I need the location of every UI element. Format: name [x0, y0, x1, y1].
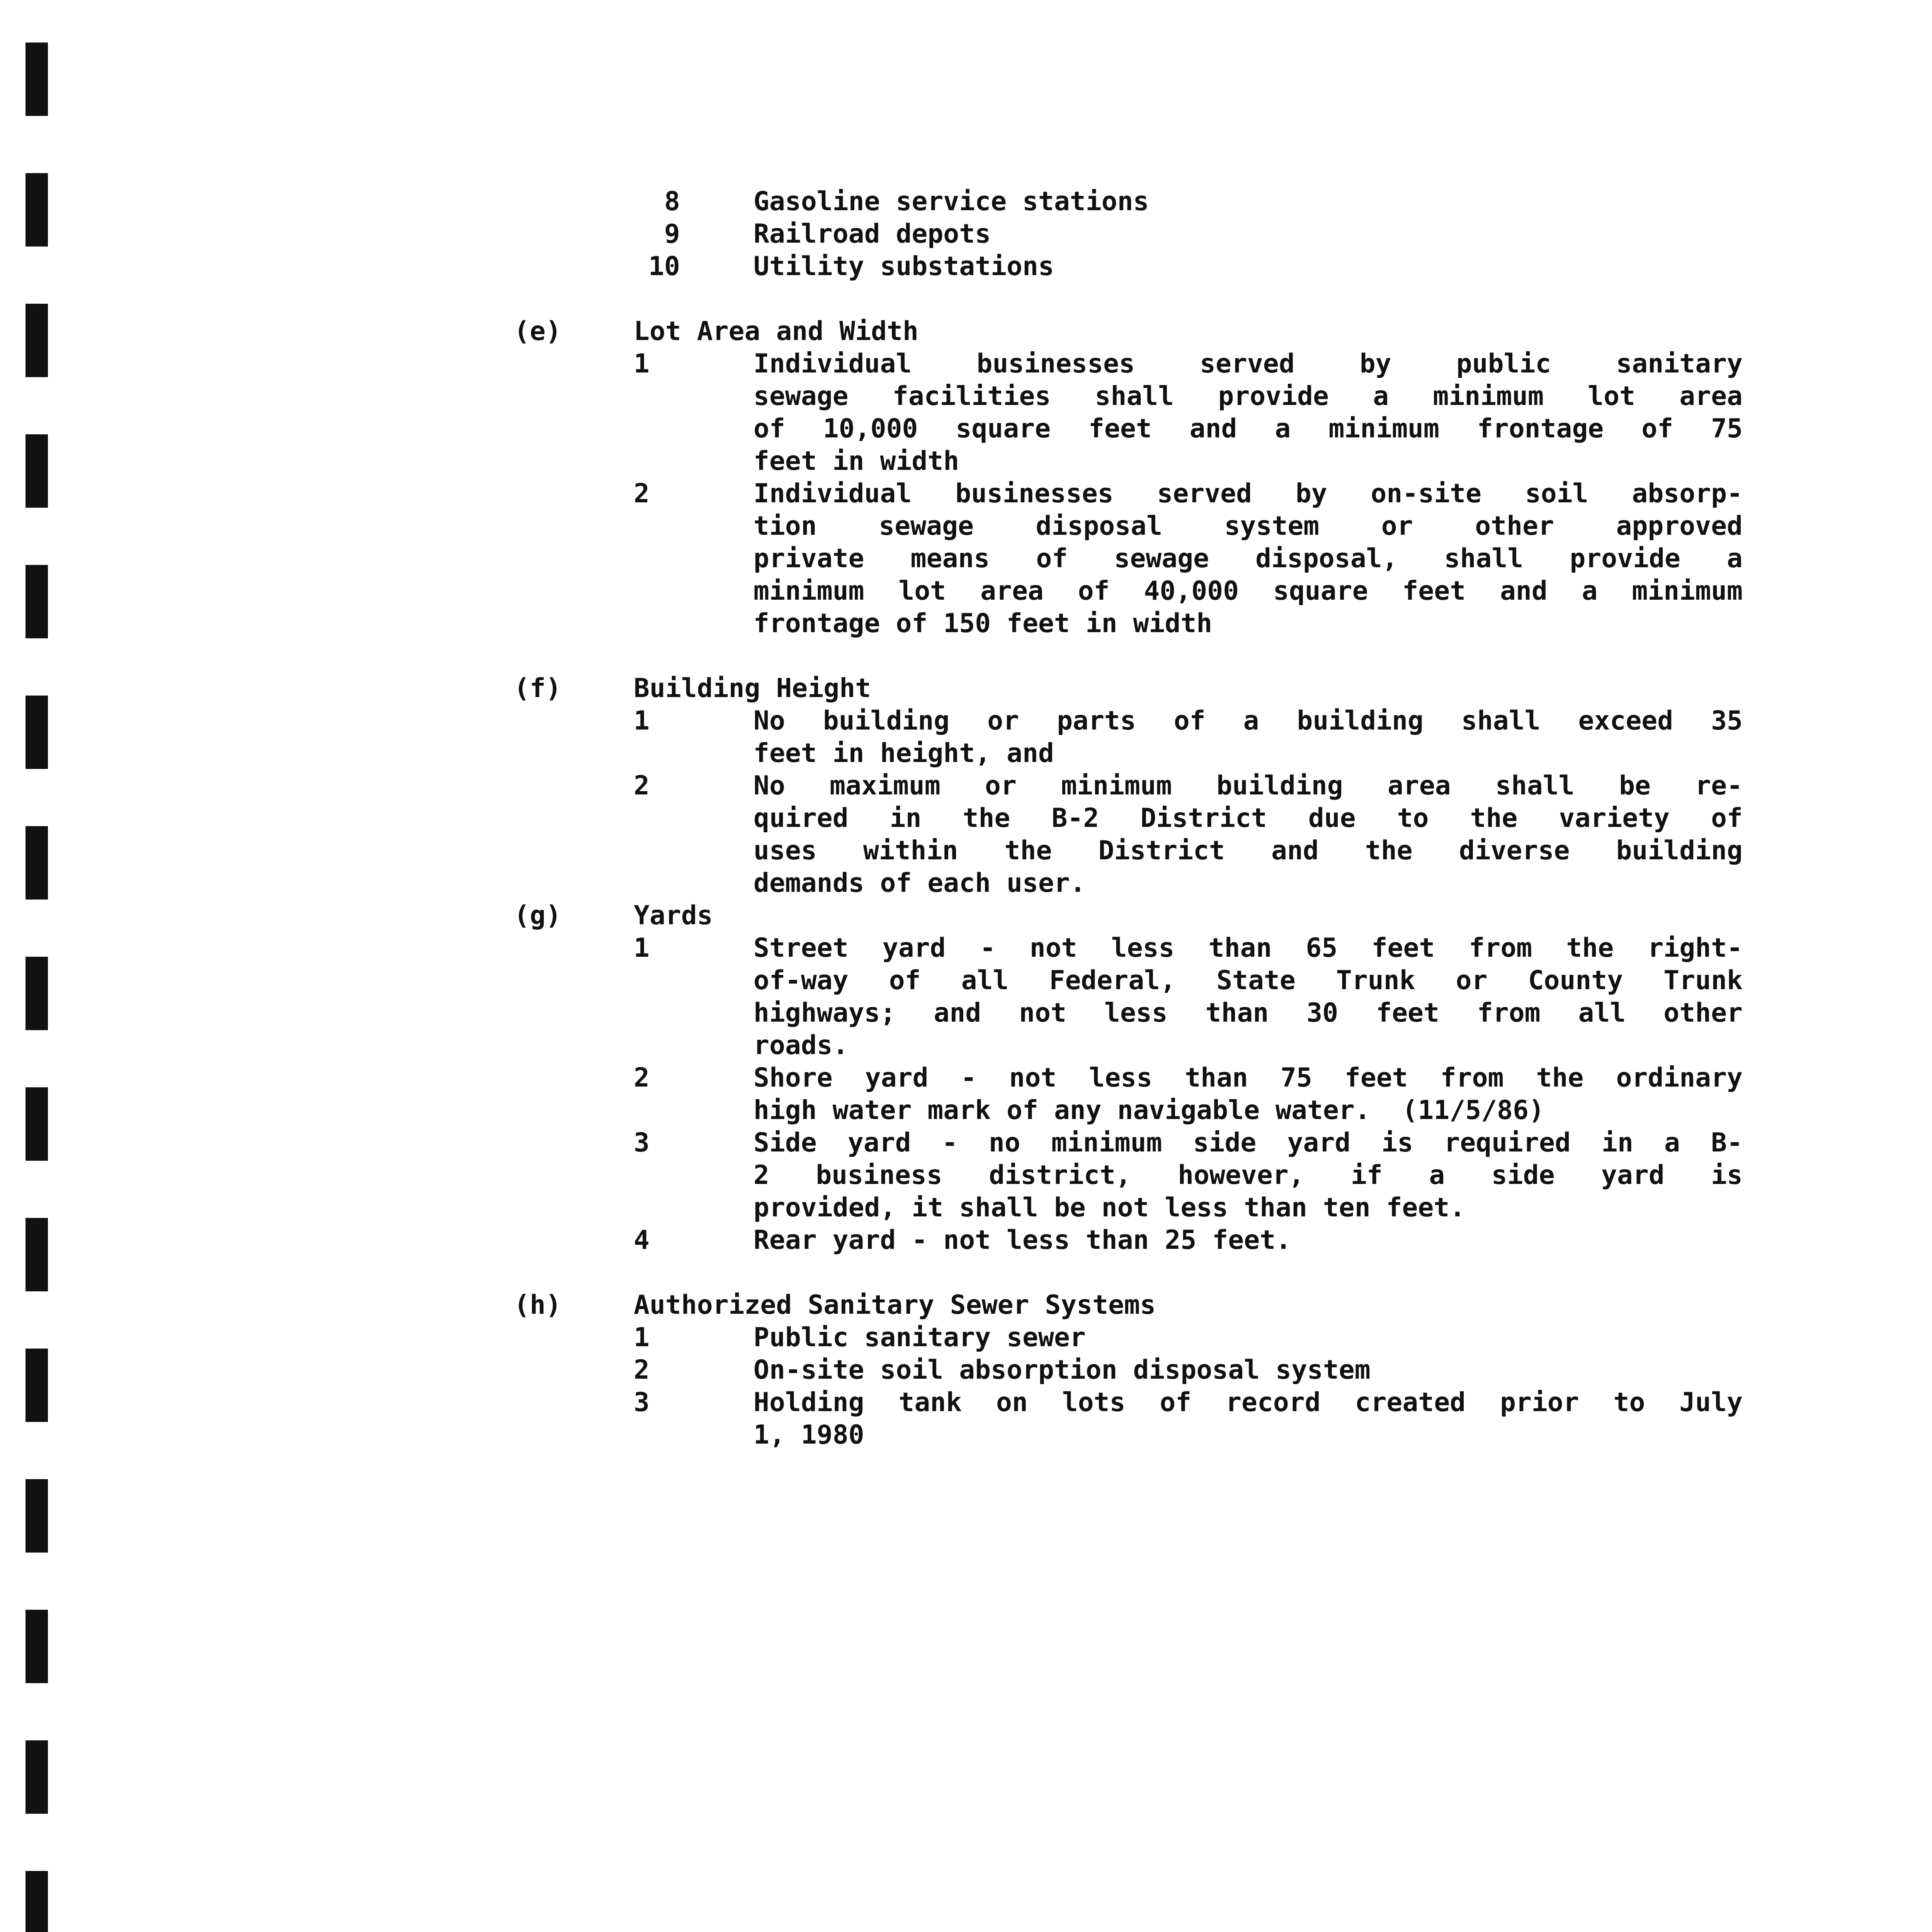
document-body	[514, 185, 1750, 1451]
item-continuation	[514, 964, 1750, 997]
item-continuation	[514, 1159, 1750, 1192]
binder-hole-marks	[0, 0, 77, 1932]
item-line: Public sanitary sewer	[753, 1322, 1086, 1353]
item-continuation	[514, 867, 1750, 900]
binder-mark	[26, 696, 48, 769]
list-item	[514, 185, 1750, 218]
item-line: Side yard - no minimum side yard is required in a B-	[753, 1128, 1743, 1158]
binder-mark	[26, 1087, 48, 1161]
item-number: 1	[634, 933, 650, 963]
item-line: roads.	[753, 1030, 849, 1061]
binder-mark	[26, 957, 48, 1030]
binder-mark	[26, 173, 48, 247]
item-continuation	[514, 575, 1750, 607]
item-number: 9	[664, 219, 680, 249]
binder-mark	[26, 826, 48, 900]
item-continuation	[514, 997, 1750, 1029]
item-number: 2	[634, 770, 650, 801]
item-line: minimum lot area of 40,000 square feet and a minimum	[753, 576, 1743, 606]
item-continuation	[514, 737, 1750, 770]
list-item	[514, 1354, 1750, 1386]
section-title: Building Height	[634, 673, 871, 704]
item-continuation	[514, 510, 1750, 543]
item-line: feet in height, and	[753, 738, 1054, 769]
item-line: high water mark of any navigable water. (11/5/86)	[753, 1095, 1544, 1126]
item-continuation	[514, 607, 1750, 640]
section-heading-f	[514, 672, 1750, 705]
item-line: highways; and not less than 30 feet from all other	[753, 998, 1743, 1028]
binder-mark	[26, 1218, 48, 1291]
binder-mark	[26, 1610, 48, 1683]
item-continuation	[514, 1419, 1750, 1451]
item-line: uses within the District and the diverse building	[753, 835, 1743, 866]
item-line: sewage facilities shall provide a minimum lot area	[753, 381, 1743, 412]
section-title: Lot Area and Width	[634, 316, 918, 347]
binder-mark	[26, 1871, 48, 1932]
item-continuation	[514, 1029, 1750, 1062]
item-text: Utility substations	[753, 251, 1054, 282]
list-item	[514, 932, 1750, 964]
item-number: 4	[634, 1225, 650, 1255]
item-line: No building or parts of a building shall exceed 35	[753, 706, 1743, 736]
item-text: Gasoline service stations	[753, 186, 1149, 217]
item-text: Railroad depots	[753, 219, 991, 249]
list-item	[514, 478, 1750, 510]
item-continuation	[514, 543, 1750, 575]
item-line: of 10,000 square feet and a minimum frontage of 75	[753, 413, 1743, 444]
item-line: No maximum or minimum building area shall be re-	[753, 770, 1743, 801]
item-continuation	[514, 1094, 1750, 1127]
item-line: feet in width	[753, 446, 959, 476]
item-number: 1	[634, 1322, 650, 1353]
section-heading-g	[514, 900, 1750, 932]
item-number: 3	[634, 1128, 650, 1158]
item-line: 2 business district, however, if a side yard is	[753, 1160, 1743, 1190]
binder-mark	[26, 1479, 48, 1553]
item-line: tion sewage disposal system or other approved	[753, 511, 1743, 541]
list-item	[514, 705, 1750, 737]
binder-mark	[26, 565, 48, 638]
list-item	[514, 218, 1750, 250]
section-heading-h	[514, 1289, 1750, 1321]
item-line: Individual businesses served by on-site soil absorp-	[753, 478, 1743, 509]
item-line: demands of each user.	[753, 868, 1086, 898]
item-line: Rear yard - not less than 25 feet.	[753, 1225, 1291, 1255]
item-number: 1	[634, 706, 650, 736]
item-continuation	[514, 835, 1750, 867]
item-line: Holding tank on lots of record created prior to July	[753, 1387, 1743, 1418]
list-item	[514, 250, 1750, 283]
item-line: of-way of all Federal, State Trunk or County Trunk	[753, 965, 1743, 996]
list-item	[514, 1127, 1750, 1159]
section-heading-e	[514, 315, 1750, 348]
list-item	[514, 1224, 1750, 1257]
item-number: 8	[664, 186, 680, 217]
item-number: 1	[634, 349, 650, 379]
item-number: 3	[634, 1387, 650, 1418]
list-item	[514, 348, 1750, 380]
list-item	[514, 1321, 1750, 1354]
section-label: (f)	[514, 673, 561, 704]
item-line: 1, 1980	[753, 1420, 864, 1450]
binder-mark	[26, 43, 48, 116]
binder-mark	[26, 434, 48, 508]
item-continuation	[514, 1192, 1750, 1224]
section-title: Authorized Sanitary Sewer Systems	[634, 1290, 1156, 1320]
binder-mark	[26, 304, 48, 377]
binder-mark	[26, 1349, 48, 1422]
section-label: (e)	[514, 316, 561, 347]
section-label: (h)	[514, 1290, 561, 1320]
item-continuation	[514, 380, 1750, 413]
item-line: quired in the B-2 District due to the variety of	[753, 803, 1743, 833]
section-label: (g)	[514, 900, 561, 931]
item-number: 2	[634, 1355, 650, 1385]
item-line: Individual businesses served by public sanitary	[753, 349, 1743, 379]
binder-mark	[26, 1740, 48, 1814]
item-number: 2	[634, 478, 650, 509]
item-line: provided, it shall be not less than ten feet.	[753, 1192, 1466, 1223]
section-title: Yards	[634, 900, 713, 931]
item-line: private means of sewage disposal, shall provide a	[753, 543, 1743, 574]
item-continuation	[514, 445, 1750, 478]
item-line: frontage of 150 feet in width	[753, 608, 1213, 639]
item-line: Street yard - not less than 65 feet from the right-	[753, 933, 1743, 963]
item-continuation	[514, 413, 1750, 445]
item-continuation	[514, 802, 1750, 835]
item-number: 10	[648, 251, 680, 282]
list-item	[514, 770, 1750, 802]
list-item	[514, 1386, 1750, 1419]
list-item	[514, 1062, 1750, 1094]
item-line: Shore yard - not less than 75 feet from the ordinary	[753, 1063, 1743, 1093]
item-line: On-site soil absorption disposal system	[753, 1355, 1371, 1385]
item-number: 2	[634, 1063, 650, 1093]
